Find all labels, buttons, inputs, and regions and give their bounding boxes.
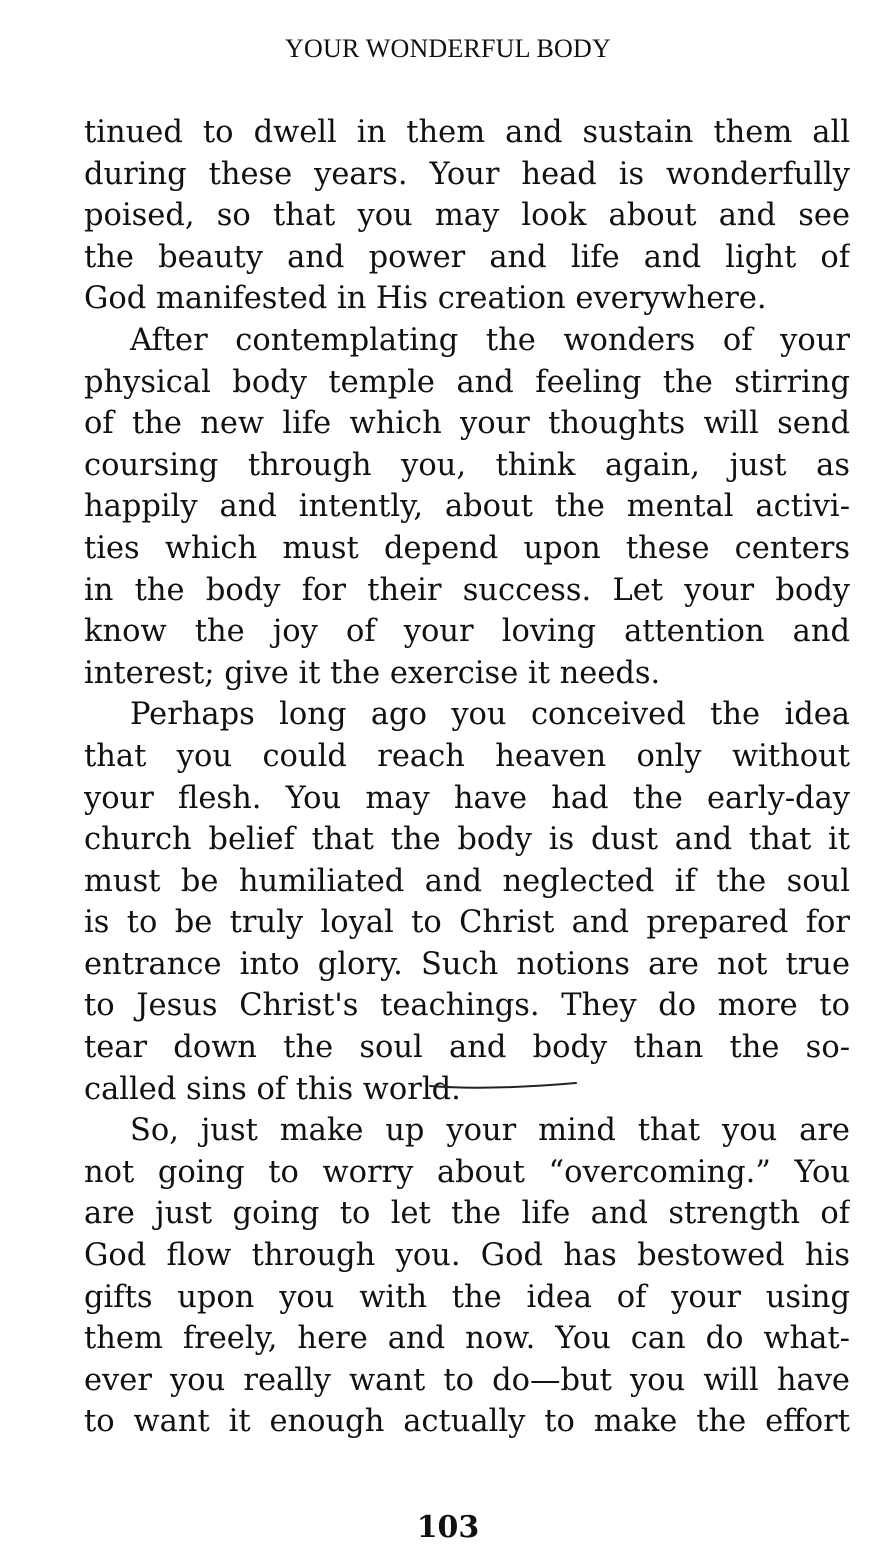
text-line: physical body temple and feeling the stirring xyxy=(84,364,850,400)
handwritten-underline xyxy=(428,1078,578,1092)
text-line: that you could reach heaven only without xyxy=(84,738,850,774)
text-line: church belief that the body is dust and that it xyxy=(84,822,850,858)
text-line: God manifested in His creation everywhere. xyxy=(84,281,767,317)
text-line: So, just make up your mind that you are xyxy=(130,1113,850,1149)
text-line: not going to worry about “overcoming.” You xyxy=(84,1154,850,1190)
text-line: poised, so that you may look about and see xyxy=(84,198,850,234)
text-line: called sins of this world. xyxy=(84,1071,461,1107)
text-line: tinued to dwell in them and sustain them all xyxy=(84,115,850,150)
text-line: happily and intently, about the mental activi- xyxy=(84,489,850,525)
text-line: to want it enough actually to make the effort xyxy=(84,1404,850,1440)
text-line: of the new life which your thoughts will send xyxy=(84,406,850,442)
text-line: the beauty and power and life and light of xyxy=(84,239,850,275)
text-line: must be humiliated and neglected if the soul xyxy=(84,863,850,899)
text-line: your flesh. You may have had the early-day xyxy=(84,780,850,816)
text-line: entrance into glory. Such notions are not true xyxy=(84,946,850,982)
text-line: God flow through you. God has bestowed his xyxy=(84,1238,850,1274)
text-line: coursing through you, think again, just as xyxy=(84,447,850,483)
text-line: know the joy of your loving attention and xyxy=(84,614,850,650)
page-number: 103 xyxy=(416,1510,480,1545)
text-line: are just going to let the life and strength of xyxy=(84,1196,850,1232)
text-line: is to be truly loyal to Christ and prepared for xyxy=(84,905,850,941)
text-line: Perhaps long ago you conceived the idea xyxy=(130,697,850,733)
text-line: tear down the soul and body than the so- xyxy=(84,1030,850,1066)
text-line: in the body for their success. Let your body xyxy=(84,572,850,608)
text-line: to Jesus Christ's teachings. They do more to xyxy=(84,988,850,1024)
text-line: After contemplating the wonders of your xyxy=(130,322,850,358)
text-line: ever you really want to do—but you will have xyxy=(84,1362,850,1398)
text-line: during these years. Your head is wonderfully xyxy=(84,156,850,192)
text-line: them freely, here and now. You can do what- xyxy=(84,1321,850,1357)
text-line: interest; give it the exercise it needs. xyxy=(84,655,661,691)
text-line: ties which must depend upon these centers xyxy=(84,530,850,566)
text-line: gifts upon you with the idea of your using xyxy=(84,1279,850,1315)
running-head: YOUR WONDERFUL BODY xyxy=(285,34,611,63)
body-text xyxy=(84,112,850,1443)
